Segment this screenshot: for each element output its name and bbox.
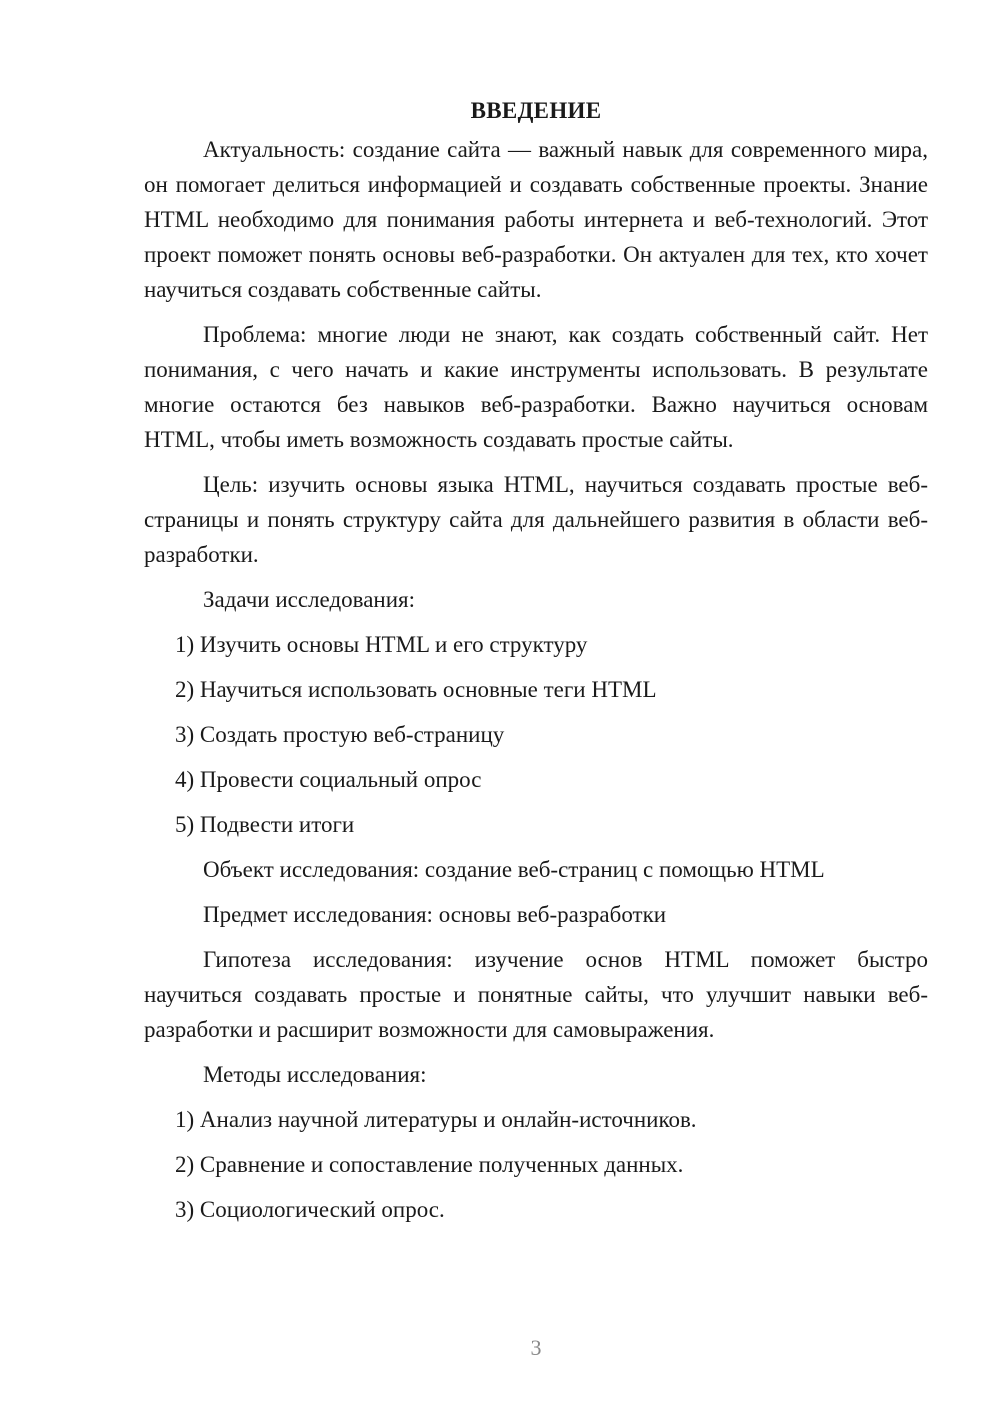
method-item: 3) Социологический опрос. bbox=[175, 1197, 445, 1222]
goal-paragraph: Цель: изучить основы языка HTML, научиться создавать простые веб-страницы и понять структуру сайта для дальнейшего развития в области веб-разработки. bbox=[144, 472, 928, 567]
task-item: 2) Научиться использовать основные теги HTML bbox=[175, 677, 657, 702]
task-item: 5) Подвести итоги bbox=[175, 812, 355, 837]
hypothesis-paragraph: Гипотеза исследования: изучение основ HTML поможет быстро научиться создавать простые и понятные сайты, что улучшит навыки веб-разработки и расширит возможности для самовыражения. bbox=[144, 947, 928, 1042]
task-item: 1) Изучить основы HTML и его структуру bbox=[175, 632, 588, 657]
tasks-list bbox=[144, 627, 928, 842]
section-heading: ВВЕДЕНИЕ bbox=[470, 98, 602, 123]
problem-paragraph: Проблема: многие люди не знают, как создать собственный сайт. Нет понимания, с чего начать и какие инструменты использовать. В результате многие остаются без навыков веб-разработки. Важно научиться основам HTML, чтобы иметь возможность создавать простые сайты. bbox=[144, 322, 928, 452]
methods-list bbox=[144, 1102, 928, 1227]
page-number: 3 bbox=[530, 1335, 542, 1360]
object-paragraph: Объект исследования: создание веб-страниц с помощью HTML bbox=[203, 857, 825, 882]
method-item: 2) Сравнение и сопоставление полученных данных. bbox=[175, 1152, 684, 1177]
methods-label: Методы исследования: bbox=[203, 1062, 427, 1087]
method-item: 1) Анализ научной литературы и онлайн-источников. bbox=[175, 1107, 697, 1132]
task-item: 4) Провести социальный опрос bbox=[175, 767, 482, 792]
subject-paragraph: Предмет исследования: основы веб-разработки bbox=[203, 902, 667, 927]
tasks-label: Задачи исследования: bbox=[203, 587, 416, 612]
relevance-paragraph: Актуальность: создание сайта — важный навык для современного мира, он помогает делиться информацией и создавать собственные проекты. Знание HTML необходимо для понимания работы интернета и веб-технологий. Этот проект поможет понять основы веб-разработки. Он актуален для тех, кто хочет научиться создавать собственные сайты. bbox=[144, 137, 928, 302]
task-item: 3) Создать простую веб-страницу bbox=[175, 722, 505, 747]
page-content bbox=[144, 94, 928, 1237]
